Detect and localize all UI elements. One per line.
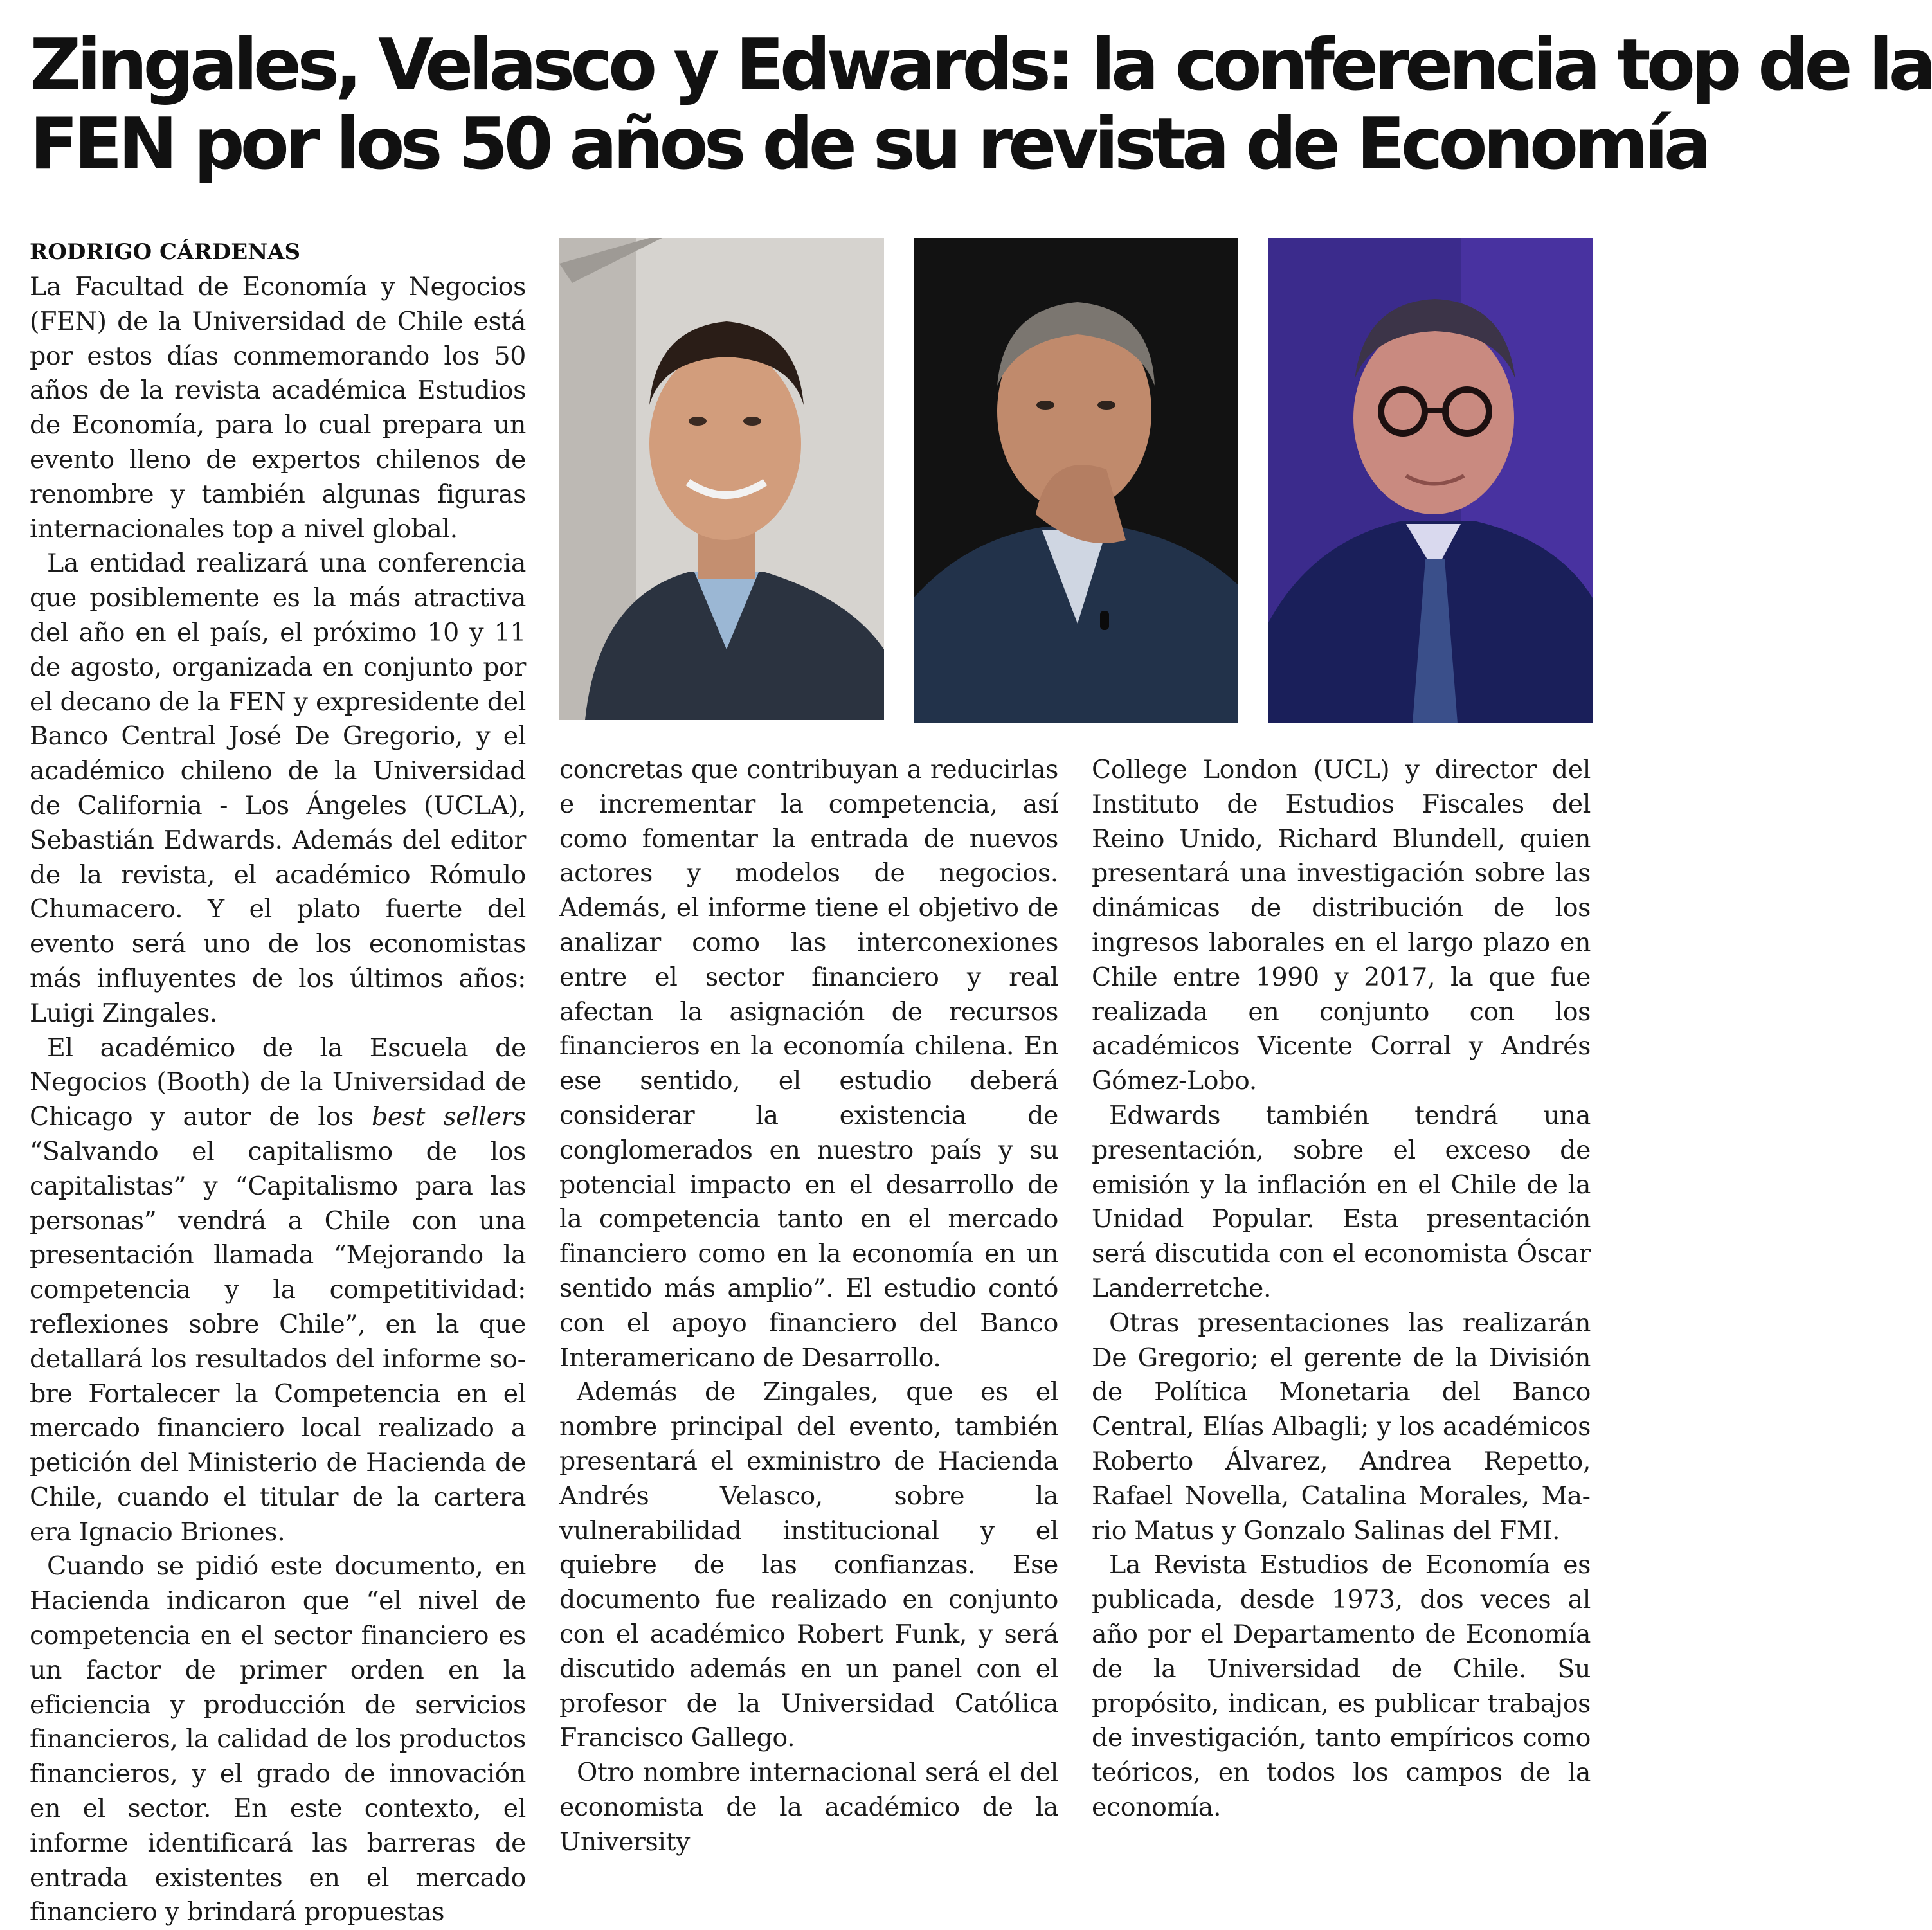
portrait-illustration <box>1268 238 1593 723</box>
portrait-illustration <box>914 238 1238 723</box>
paragraph: Cuando se pidió este documento, en Hacienda indicaron que “el nivel de competencia en el sector financiero es un factor de primer orden en la eficiencia y producción de servicios financieros, la calidad de los productos financieros, y el grado de innovación en el sector. En este contexto, el informe identificará las barreras de entrada existentes en el mercado financiero y brindará propuestas <box>30 1551 526 1927</box>
column-2 <box>559 753 1058 1860</box>
photo-zingales <box>559 238 884 720</box>
byline: RODRIGO CÁRDENAS <box>30 239 301 265</box>
photo-blundell <box>1268 238 1593 723</box>
column-1 <box>30 270 526 1930</box>
portrait-illustration <box>559 238 884 720</box>
column-3 <box>1092 753 1591 1825</box>
headline-line-1: Zingales, Velasco y Edwards: la conferencia top de la <box>30 24 1932 107</box>
paragraph-text: El académico de la Escuela de Negocios (Booth) de la Universidad de Chicago y autor de los <box>30 1033 526 1132</box>
headline-line-2: FEN por los 50 años de su revista de Economía <box>30 103 1708 186</box>
paragraph-text: “Salvando el capitalismo de los capitalistas” y “Capitalismo para las personas” vendrá a Chile con una presentación llamada “Mejorando la competencia y la competitividad: reflexiones sobre Chile”, en la que detallará los resultados del informe sobre Fortalecer la Competencia en el mercado financiero local realizado a petición del Ministerio de Hacienda de Chile, cuando el titular de la cartera era Ignacio Briones. <box>30 1136 526 1547</box>
paragraph: College London (UCL) y director del Instituto de Estudios Fiscales del Reino Unido, Richard Blundell, quien presentará una investigación sobre las dinámicas de distribución de los ingresos laborales en el largo plazo en Chile entre 1990 y 2017, la que fue realizada en conjunto con los académicos Vicente Corral y Andrés Gómez-Lobo. <box>1092 755 1591 1096</box>
article-headline <box>30 24 1932 186</box>
paragraph: Además de Zingales, que es el nombre principal del evento, también presentará el exministro de Hacienda Andrés Velasco, sobre la vulnerabilidad institucional y el quiebre de las confianzas. Ese documento fue realizado en conjunto con el académico Robert Funk, y será discutido además en un panel con el profesor de la Universidad Católica Francisco Gallego. <box>559 1377 1058 1753</box>
paragraph: concretas que contribuyan a reducirlas e incrementar la competencia, así como fomentar la entrada de nuevos actores y modelos de negocios. Además, el informe tiene el objetivo de analizar como las interconexiones entre el sector financiero y real afectan la asignación de recursos financieros en la economía chilena. En ese sentido, el estudio deberá considerar la existencia de conglomerados en nuestro país y su potencial impacto en el desarrollo de la competencia tanto en el mercado financiero como en la economía en un sentido más amplio”. El estudio contó con el apoyo financiero del Banco Interamericano de Desarrollo. <box>559 755 1058 1373</box>
photo-velasco <box>914 238 1238 723</box>
italic-phrase: best sellers <box>371 1102 526 1132</box>
paragraph: La Revista Estudios de Economía es publicada, desde 1973, dos veces al año por el Departamento de Economía de la Universidad de Chile. Su propósito, indican, es publicar trabajos de investigación, tanto empíricos como teóricos, en todos los campos de la economía. <box>1092 1550 1591 1822</box>
paragraph: Otras presentaciones las realizarán De Gregorio; el gerente de la División de Política Monetaria del Banco Central, Elías Albagli; y los académicos Roberto Álvarez, Andrea Repetto, Rafael Novella, Catalina Morales, Mario Matus y Gonzalo Salinas del FMI. <box>1092 1308 1591 1546</box>
paragraph: La entidad realizará una conferencia que posiblemente es la más atractiva del año en el país, el próximo 10 y 11 de agosto, organizada en conjunto por el decano de la FEN y expresidente del Banco Central José De Gregorio, y el académico chileno de la Universidad de California - Los Ángeles (UCLA), Sebastián Edwards. Además del editor de la revista, el académico Rómulo Chumacero. Y el plato fuerte del evento será uno de los economistas más influyentes de los últimos años: Luigi Zingales. <box>30 548 526 1028</box>
paragraph: La Facultad de Economía y Negocios (FEN) de la Universidad de Chile está por estos días conmemorando los 50 años de la revista académica Estudios de Economía, para lo cual prepara un evento lleno de expertos chilenos de renombre y también algunas figuras internacionales top a nivel global. <box>30 272 526 544</box>
paragraph <box>30 1031 526 1550</box>
paragraph: Edwards también tendrá una presentación, sobre el exceso de emisión y la inflación en el Chile de la Unidad Popular. Esta presentación será discutida con el economista Óscar Landerretche. <box>1092 1100 1591 1303</box>
paragraph: Otro nombre internacional será el del economista de la académico de la University <box>559 1758 1058 1857</box>
